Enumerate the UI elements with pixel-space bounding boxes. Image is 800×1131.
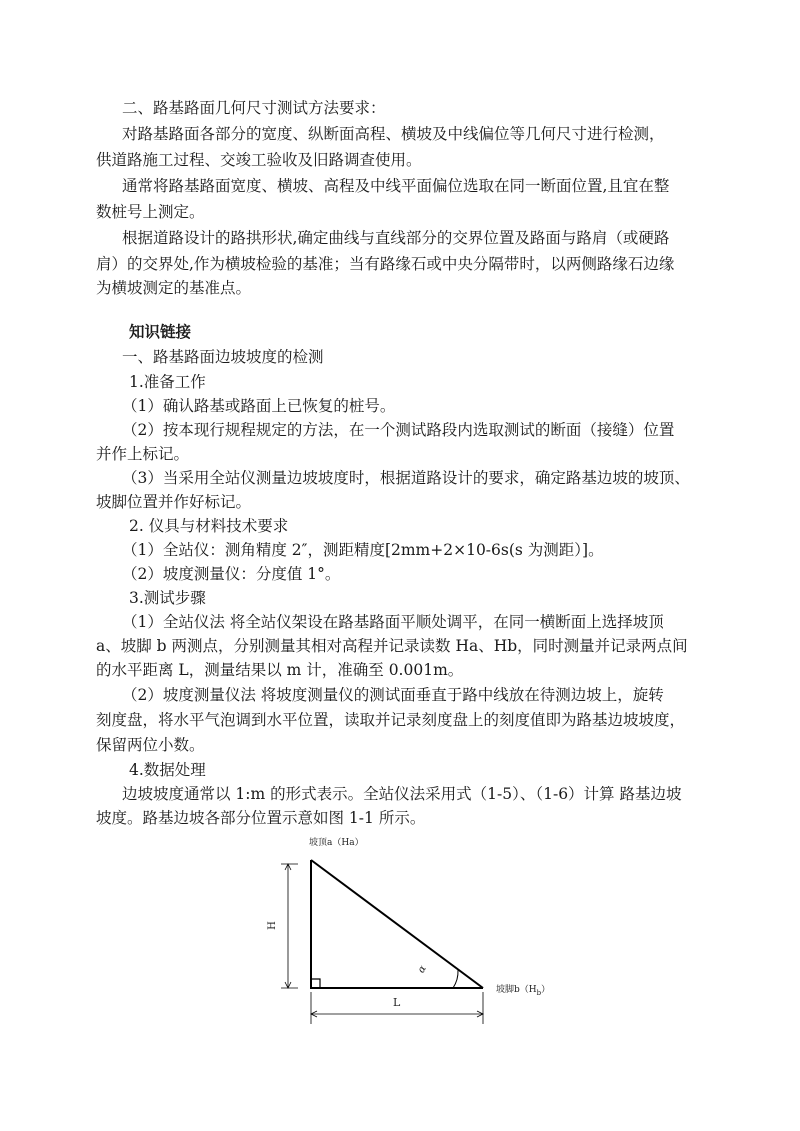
paragraph-line: 根据道路设计的路拱形状,确定曲线与直线部分的交界位置及路面与路肩（或硬路 bbox=[122, 229, 670, 247]
paragraph-line: 供道路施工过程、交竣工验收及旧路调查使用。 bbox=[96, 151, 422, 169]
paragraph-line: （2）坡度测量仪：分度值 1°。 bbox=[122, 565, 341, 583]
paragraph-line: （1）确认路基或路面上已恢复的桩号。 bbox=[122, 397, 396, 415]
slope-toe-label bbox=[496, 985, 550, 999]
paragraph-line: 坡度。路基边坡各部分位置示意如图 1-1 所示。 bbox=[96, 809, 426, 827]
paragraph-line: 刻度盘，将水平气泡调到水平位置，读取并记录刻度盘上的刻度值即为路基边坡坡度， bbox=[96, 711, 686, 729]
paragraph-line: 对路基路面各部分的宽度、纵断面高程、横坡及中线偏位等几何尺寸进行检测， bbox=[122, 125, 665, 143]
step-heading: 4.数据处理 bbox=[129, 761, 206, 779]
slope-hypotenuse bbox=[311, 860, 483, 988]
paragraph-line: （2）坡度测量仪法 将坡度测量仪的测试面垂直于路中线放在待测边坡上，旋转 bbox=[122, 686, 664, 704]
subsection-heading: 一、路基路面边坡坡度的检测 bbox=[122, 348, 324, 366]
paragraph-line: （1）全站仪法 将全站仪架设在路基路面平顺处调平，在同一横断面上选择坡顶 bbox=[122, 613, 664, 631]
angle-label: α bbox=[415, 963, 429, 976]
paragraph-line: 的水平距离 L，测量结果以 m 计，准确至 0.001m。 bbox=[96, 661, 464, 679]
step-heading: 2. 仪具与材料技术要求 bbox=[129, 517, 289, 535]
section-heading: 二、路基路面几何尺寸测试方法要求： bbox=[122, 99, 386, 117]
step-heading: 1.准备工作 bbox=[129, 373, 206, 391]
right-angle-marker bbox=[311, 979, 320, 988]
length-label: L bbox=[393, 996, 401, 1009]
paragraph-line: 肩）的交界处,作为横坡检验的基准；当有路缘石或中央分隔带时，以两侧路缘石边缘 bbox=[96, 255, 675, 273]
paragraph-line: 坡脚位置并作好标记。 bbox=[96, 493, 252, 511]
paragraph-line: 保留两位小数。 bbox=[96, 736, 205, 754]
slope-top-label: 坡顶a（Ha） bbox=[309, 838, 364, 848]
paragraph-line: 数桩号上测定。 bbox=[96, 203, 205, 221]
paragraph-line: 为横坡测定的基准点。 bbox=[96, 279, 252, 297]
paragraph-line: 通常将路基路面宽度、横坡、高程及中线平面偏位选取在同一断面位置,且宜在整 bbox=[122, 177, 670, 195]
paragraph-line: 边坡坡度通常以 1:m 的形式表示。全站仪法采用式（1-5）、（1-6）计算 路基边坡 bbox=[122, 785, 682, 803]
angle-arc bbox=[453, 970, 458, 988]
paragraph-line: 并作上标记。 bbox=[96, 445, 190, 463]
slope-toe-close: ） bbox=[541, 985, 551, 995]
paragraph-line: （3）当采用全站仪测量边坡坡度时，根据道路设计的要求，确定路基边坡的坡顶、 bbox=[122, 469, 690, 487]
height-label: H bbox=[266, 921, 278, 930]
step-heading: 3.测试步骤 bbox=[129, 589, 206, 607]
paragraph-line: （2）按本现行规程规定的方法，在一个测试路段内选取测试的断面（接缝）位置 bbox=[122, 421, 675, 439]
paragraph-line: a、坡脚 b 两测点，分别测量其相对高程并记录读数 Ha、Hb，同时测量并记录两点间 bbox=[96, 637, 688, 655]
slope-toe-subscript: b bbox=[536, 988, 542, 997]
paragraph-line: （1）全站仪：测角精度 2″，测距精度[2mm+2×10-6s(s 为测距）]。 bbox=[122, 541, 604, 559]
slope-toe-text: 坡脚b（H bbox=[496, 985, 537, 995]
knowledge-title: 知识链接 bbox=[129, 322, 192, 341]
